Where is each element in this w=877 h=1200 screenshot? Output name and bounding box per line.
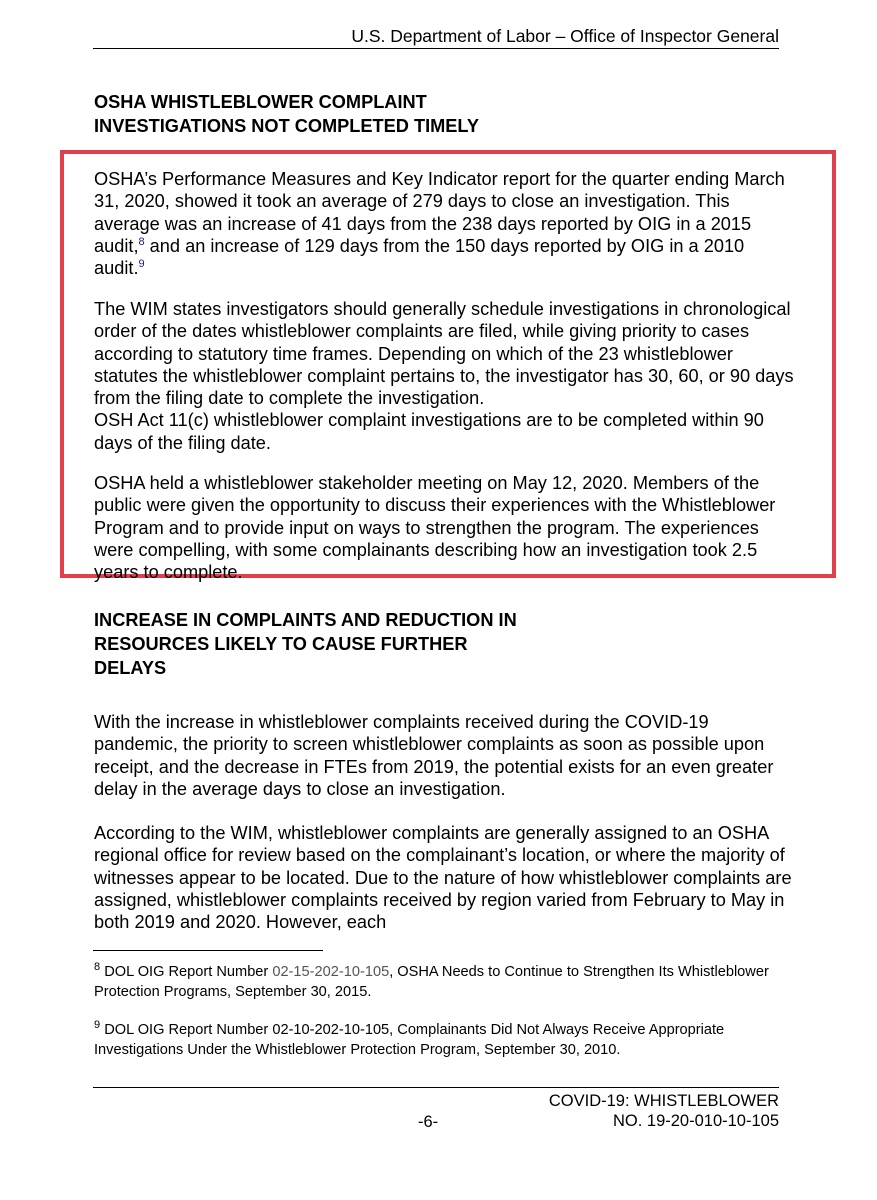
footer-divider — [93, 1087, 779, 1088]
heading-line: RESOURCES LIKELY TO CAUSE FURTHER — [94, 634, 468, 654]
paragraph-text: OSH Act 11(c) whistleblower complaint investigations are to be completed within 90 days of the filing date. — [94, 410, 764, 453]
section-heading-timeliness — [94, 90, 694, 138]
paragraph-covid-increase: With the increase in whistleblower complaints received during the COVID-19 pandemic, the priority to screen whistleblower complaints as soon as possible upon receipt, and the decrease in FTEs from 2019, the potential exists for an even greater delay in the average days to close an investigation. — [94, 712, 774, 799]
footer-report-id — [549, 1091, 779, 1131]
footnote-text: DOL OIG Report Number — [104, 964, 273, 980]
paragraph-average-days — [94, 168, 794, 279]
footnote-marker: 8 — [94, 961, 101, 973]
footer-report-title: COVID-19: WHISTLEBLOWER — [548, 1092, 779, 1110]
heading-line: DELAYS — [94, 658, 167, 678]
paragraph-wim-schedule — [94, 298, 794, 454]
footnote-8 — [94, 962, 794, 1002]
paragraph-text: OSHA’s Performance Measures and Key Indicator report for the quarter ending March 31, 2020, showed it took an average of 279 days to close an investigation. This average was an increase of 41 days from the 238 days reported by OIG in a 2015 audit, — [94, 169, 785, 256]
section-heading-increase-complaints — [94, 608, 694, 680]
footnote-ref-8[interactable]: 8 — [138, 235, 145, 248]
paragraph-text: The WIM states investigators should generally schedule investigations in chronological order of the dates whistleblower complaints are filed, while giving priority to cases according to statutory time frames. Depending on which of the 23 whistleblower statutes the whistleblower complaint pertains to, the investigator has 30, 60, or 90 days from the filing date to complete the investigation. — [94, 299, 794, 409]
footnote-marker: 9 — [94, 1019, 101, 1031]
footnote-ref-9[interactable]: 9 — [138, 258, 145, 271]
heading-line: INVESTIGATIONS NOT COMPLETED TIMELY — [94, 116, 479, 136]
footnote-text: DOL OIG Report Number 02-10-202-10-105, Complainants Did Not Always Receive Appropriate Investigations Under the Whistleblower Protection Program, September 30, 2010. — [94, 1022, 725, 1058]
header-divider — [93, 48, 779, 49]
footnote-report-link[interactable]: 02-15-202-10-105 — [272, 964, 390, 980]
header-agency-title: U.S. Department of Labor – Office of Inspector General — [351, 26, 779, 46]
paragraph-stakeholder-meeting: OSHA held a whistleblower stakeholder meeting on May 12, 2020. Members of the public were given the opportunity to discuss their experiences with the Whistleblower Program and to provide input on ways to strengthen the program. The experiences were compelling, with some complainants describing how an investigation took 2.5 years to complete. — [94, 473, 776, 583]
paragraph-wim-assignment: According to the WIM, whistleblower complaints are generally assigned to an OSHA regional office for review based on the complainant’s location, or where the majority of witnesses appear to be located. Due to the nature of how whistleblower complaints are assigned, whistleblower complaints received by region varied from February to May in both 2019 and 2020. However, each — [94, 823, 792, 933]
footnote-divider — [93, 950, 323, 951]
footnote-text: , OSHA Needs to Continue to Strengthen Its Whistleblower Protection Programs, September 30, 2015. — [94, 964, 769, 1000]
heading-line: INCREASE IN COMPLAINTS AND REDUCTION IN — [94, 610, 517, 630]
paragraph-text: and an increase of 129 days from the 150 days reported by OIG in a 2010 audit. — [94, 235, 745, 279]
page-number: -6- — [418, 1113, 439, 1131]
footnote-9 — [94, 1020, 794, 1060]
footer-report-number: NO. 19-20-010-10-105 — [612, 1112, 779, 1130]
heading-line: OSHA WHISTLEBLOWER COMPLAINT — [94, 92, 427, 112]
